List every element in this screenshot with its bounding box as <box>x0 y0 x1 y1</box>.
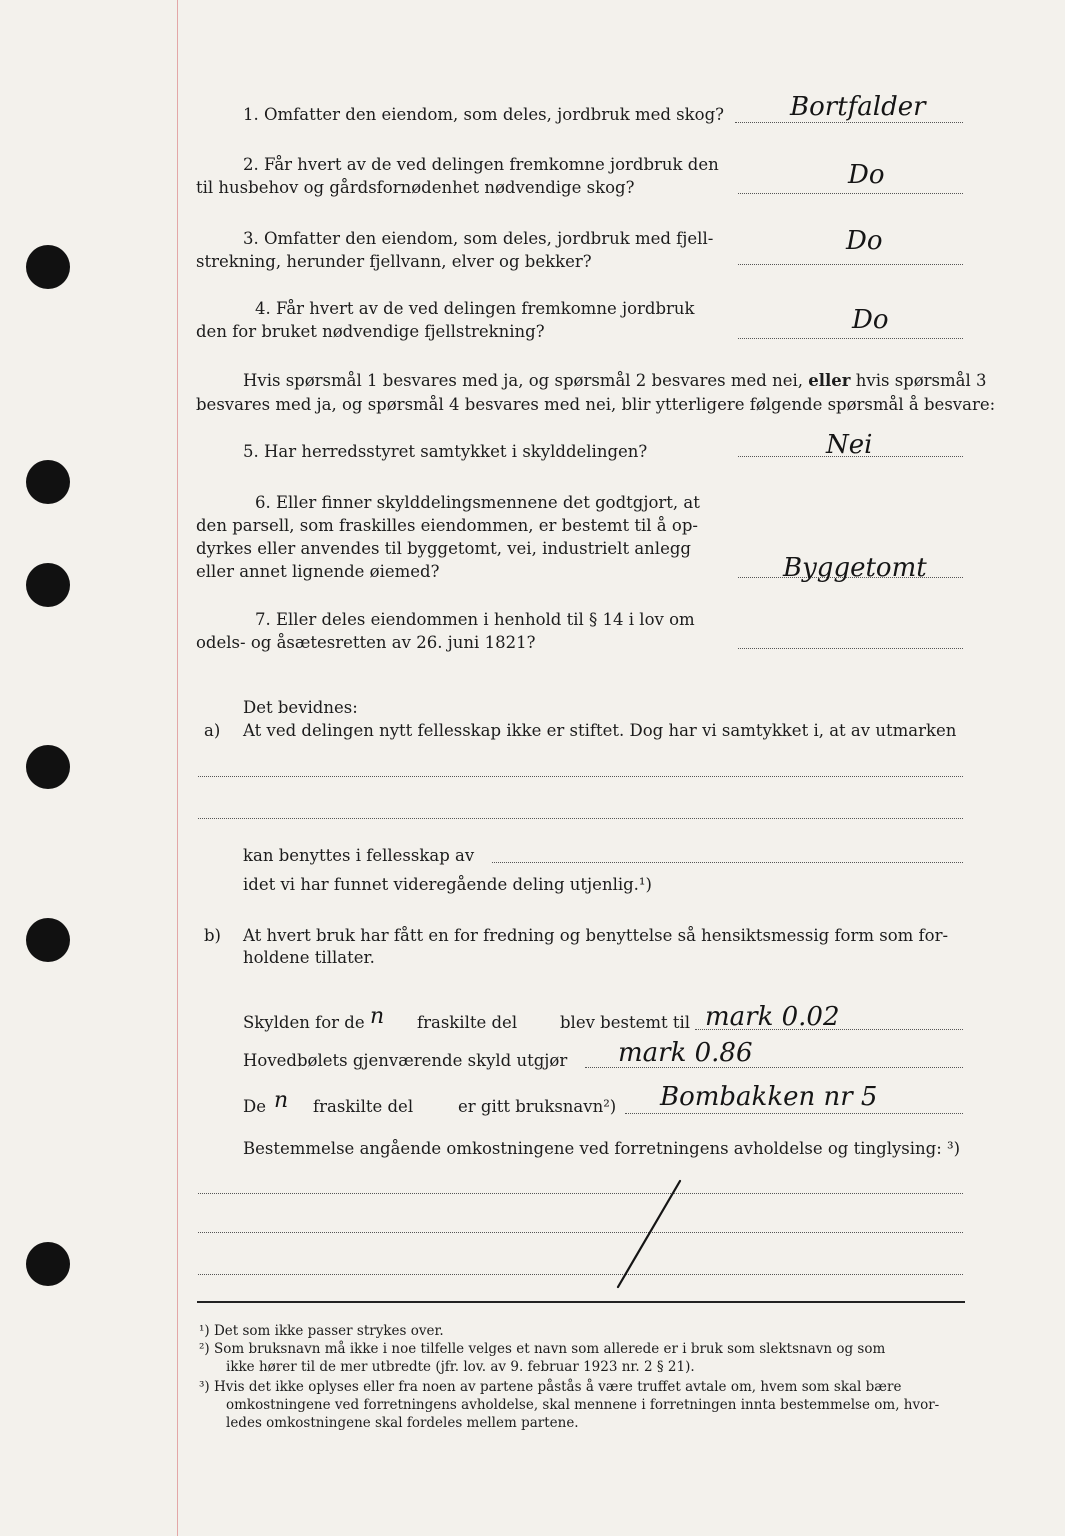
certify-a-text: At ved delingen nytt fellesskap ikke er stiftet. Dog har vi samtykket i, at av utmarken <box>243 721 957 740</box>
question-6-line-1: 6. Eller finner skylddelingsmennene det godtgjort, at <box>255 493 700 512</box>
question-2-line-1: 2. Får hvert av de ved delingen fremkomne jordbruk den <box>243 155 719 174</box>
answer-3-handwriting: Do <box>846 226 883 256</box>
blank-line <box>198 776 963 777</box>
question-7-line-1: 7. Eller deles eiendommen i henhold til § 14 i lov om <box>255 610 695 629</box>
skyld-label-b: fraskilte del <box>417 1013 518 1032</box>
question-6-line-2: den parsell, som fraskilles eiendommen, er bestemt til å op- <box>196 516 698 535</box>
blank-line <box>198 818 963 819</box>
condition-line-2: besvares med ja, og spørsmål 4 besvares med nei, blir ytterligere følgende spørsmål å besvare: <box>196 395 996 414</box>
navn-handwriting-suffix: n <box>274 1088 289 1113</box>
punch-hole <box>26 245 70 289</box>
answer-line-3 <box>738 264 963 265</box>
answer-line-7 <box>738 648 963 649</box>
punch-hole <box>26 745 70 789</box>
navn-line <box>625 1113 963 1114</box>
answer-line-2 <box>738 193 963 194</box>
certify-heading: Det bevidnes: <box>243 698 358 717</box>
blank-line <box>198 1232 963 1233</box>
navn-label-b: fraskilte del <box>313 1097 414 1116</box>
question-6-line-3: dyrkes eller anvendes til byggetomt, vei, industrielt anlegg <box>196 539 691 558</box>
common-use-label: kan benyttes i fellesskap av <box>243 846 475 865</box>
hoved-value-handwriting: mark 0.86 <box>618 1038 753 1068</box>
footnote-separator <box>197 1301 965 1303</box>
certify-b-label: b) <box>204 926 221 945</box>
answer-line-4 <box>738 338 963 339</box>
question-5: 5. Har herredsstyret samtykket i skylddelingen? <box>243 442 648 461</box>
footnote-3-line-3: ledes omkostningene skal fordeles mellem partene. <box>226 1415 579 1431</box>
punch-hole <box>26 460 70 504</box>
answer-4-handwriting: Do <box>852 305 889 335</box>
answer-6-handwriting: Byggetomt <box>783 553 927 583</box>
footnote-1: ¹) Det som ikke passer strykes over. <box>199 1323 444 1339</box>
question-7-line-2: odels- og åsætesretten av 26. juni 1821? <box>196 633 536 652</box>
question-2-line-2: til husbehov og gårdsfornødenhet nødvendige skog? <box>196 178 635 197</box>
blank-line <box>198 1274 963 1275</box>
question-4-line-1: 4. Får hvert av de ved delingen fremkomne jordbruk <box>255 299 695 318</box>
question-1: 1. Omfatter den eiendom, som deles, jordbruk med skog? <box>243 105 724 124</box>
skyld-handwriting-suffix: n <box>370 1004 385 1029</box>
question-4-line-2: den for bruket nødvendige fjellstrekning? <box>196 322 545 341</box>
navn-label-a: De <box>243 1097 266 1116</box>
reason-text: idet vi har funnet videregående deling utjenlig.¹) <box>243 875 652 894</box>
certify-b-line-2: holdene tillater. <box>243 948 375 967</box>
common-use-line <box>492 862 963 863</box>
hoved-label: Hovedbølets gjenværende skyld utgjør <box>243 1051 568 1070</box>
question-3-line-1: 3. Omfatter den eiendom, som deles, jordbruk med fjell- <box>243 229 714 248</box>
blank-line <box>198 1193 963 1194</box>
footnote-3-line-1: ³) Hvis det ikke oplyses eller fra noen av partene påstås å være truffet avtale om, hvem som skal bære <box>199 1379 902 1395</box>
question-3-line-2: strekning, herunder fjellvann, elver og bekker? <box>196 252 592 271</box>
footnote-2-line-2: ikke hører til de mer utbredte (jfr. lov. av 9. februar 1923 nr. 2 § 21). <box>226 1359 695 1375</box>
punch-hole <box>26 1242 70 1286</box>
punch-hole <box>26 563 70 607</box>
condition-line-1: Hvis spørsmål 1 besvares med ja, og spørsmål 2 besvares med nei, eller hvis spørsmål 3 <box>243 371 987 390</box>
navn-value-handwriting: Bombakken nr 5 <box>660 1082 878 1112</box>
skyld-value-handwriting: mark 0.02 <box>705 1002 840 1032</box>
skyld-label-a: Skylden for de <box>243 1013 365 1032</box>
skyld-label-c: blev bestemt til <box>560 1013 691 1032</box>
answer-2-handwriting: Do <box>848 160 885 190</box>
answer-1-handwriting: Bortfalder <box>790 92 926 122</box>
footnote-2-line-1: ²) Som bruksnavn må ikke i noe tilfelle velges et navn som allerede er i bruk som slektsnavn og som <box>199 1341 886 1357</box>
certify-a-label: a) <box>204 721 221 740</box>
cost-label: Bestemmelse angående omkostningene ved forretningens avholdelse og tinglysing: ³) <box>243 1139 961 1158</box>
question-6-line-4: eller annet lignende øiemed? <box>196 562 440 581</box>
footnote-3-line-2: omkostningene ved forretningens avholdelse, skal mennene i forretningen innta bestemmelse om, hvor- <box>226 1397 940 1413</box>
pen-stroke-mark <box>600 1175 690 1295</box>
page-margin-line <box>177 0 178 1536</box>
answer-5-handwriting: Nei <box>826 430 873 460</box>
answer-line-1 <box>735 122 963 123</box>
certify-b-line-1: At hvert bruk har fått en for fredning og benyttelse så hensiktsmessig form som for- <box>243 926 949 945</box>
punch-hole <box>26 918 70 962</box>
navn-label-c: er gitt bruksnavn²) <box>458 1097 617 1116</box>
